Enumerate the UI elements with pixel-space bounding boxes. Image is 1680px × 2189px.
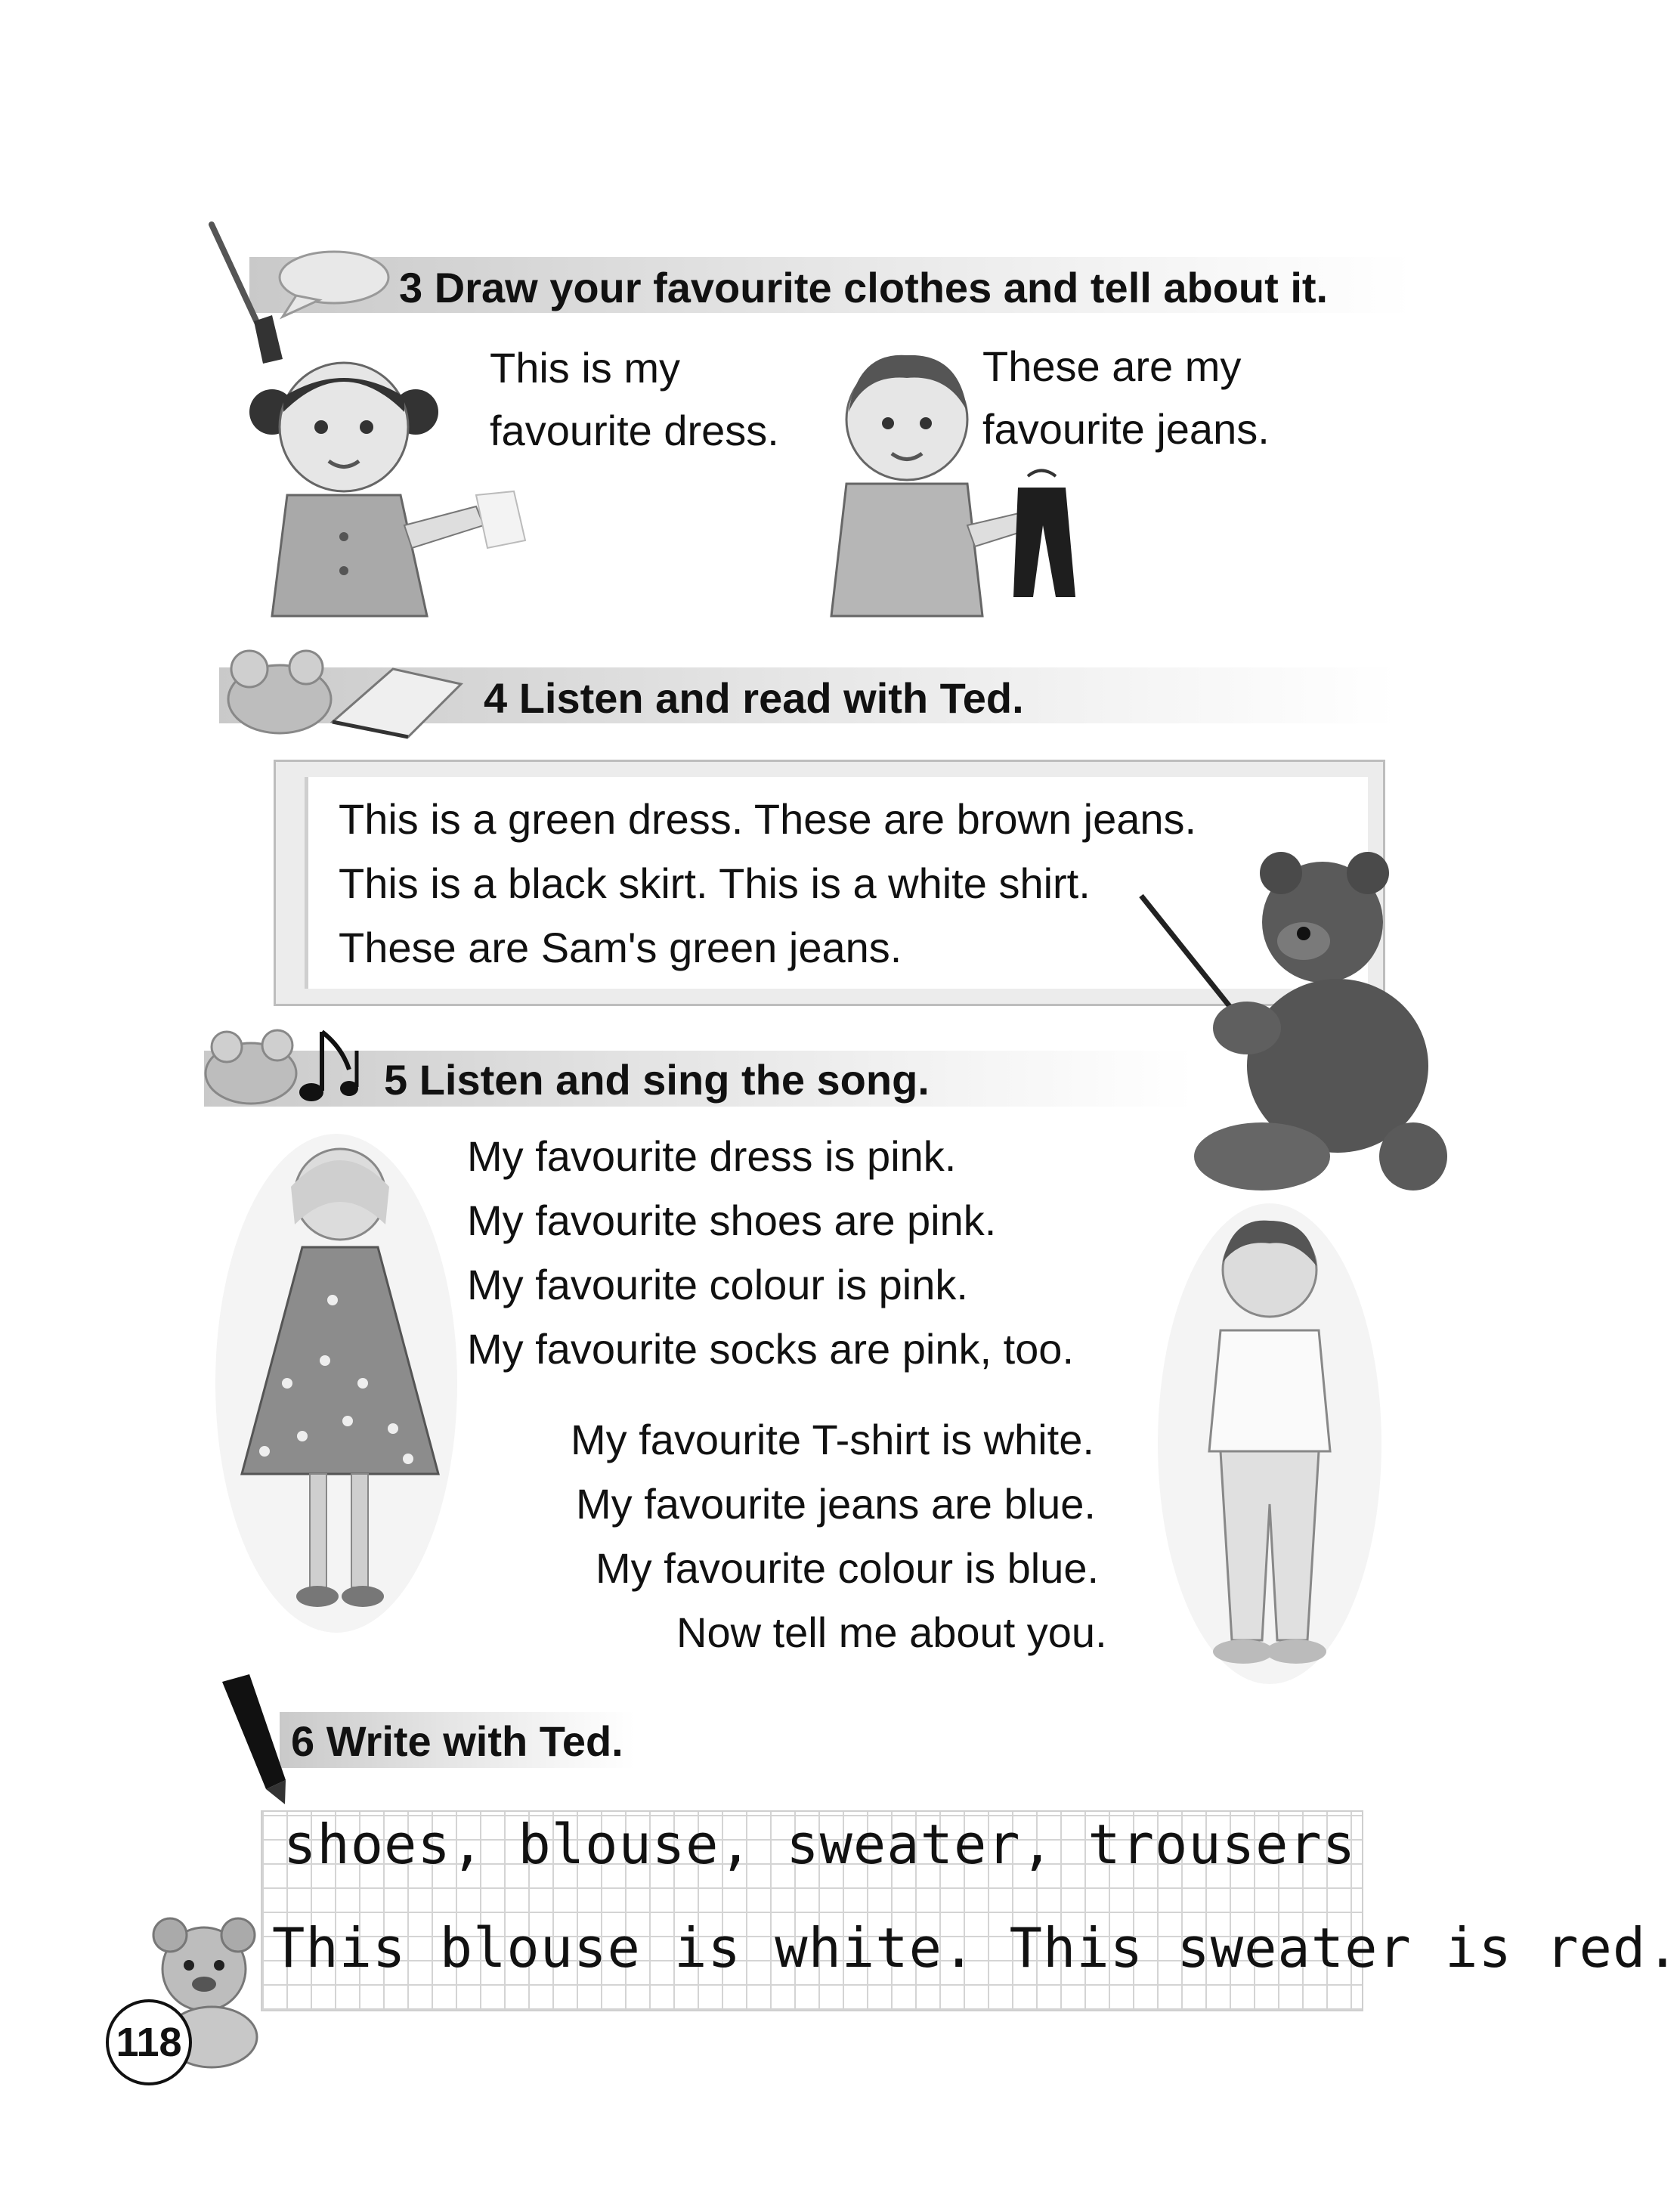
song-verse-2-line-2: My favourite jeans are blue. (576, 1480, 1096, 1528)
section-5-heading: 5 Listen and sing the song. (384, 1056, 930, 1104)
song-verse-1-line-2: My favourite shoes are pink. (467, 1197, 997, 1244)
mouse-reading-book-icon (219, 639, 476, 745)
speech-bubble-icon (266, 246, 394, 321)
reading-line-1: This is a green dress. These are brown jeans. (339, 795, 1197, 843)
reading-line-2: This is a black skirt. This is a white shirt. (339, 859, 1091, 907)
song-verse-1-line-3: My favourite colour is pink. (467, 1261, 968, 1308)
boy-speech-line-1: These are my (982, 342, 1242, 390)
ted-bear-illustration (1134, 839, 1451, 1187)
song-verse-1-line-4: My favourite socks are pink, too. (467, 1325, 1075, 1373)
pen-icon (213, 1674, 296, 1807)
reading-line-3: These are Sam's green jeans. (339, 924, 902, 971)
song-verse-2-line-3: My favourite colour is blue. (596, 1544, 1100, 1592)
girl-in-dress-illustration (212, 1134, 461, 1648)
mouse-music-note-icon (198, 1017, 372, 1115)
section-3-heading: 3 Draw your favourite clothes and tell about it. (399, 264, 1329, 311)
boy-in-tshirt-illustration (1156, 1202, 1383, 1686)
girl-speech-line-1: This is my (490, 344, 680, 392)
section-6-heading: 6 Write with Ted. (291, 1717, 623, 1765)
song-verse-2-line-1: My favourite T-shirt is white. (571, 1416, 1094, 1463)
handwriting-line-2: This blouse is white. This sweater is red. (272, 1916, 1680, 1980)
section-4-heading: 4 Listen and read with Ted. (484, 674, 1024, 722)
song-verse-2-line-4: Now tell me about you. (676, 1608, 1107, 1656)
handwriting-line-1: shoes, blouse, sweater, trousers (283, 1813, 1357, 1876)
boy-speech-line-2: favourite jeans. (982, 405, 1270, 453)
page-number: 118 (106, 1999, 192, 2085)
girl-speech-line-2: favourite dress. (490, 407, 779, 454)
song-verse-1-line-1: My favourite dress is pink. (467, 1132, 957, 1180)
